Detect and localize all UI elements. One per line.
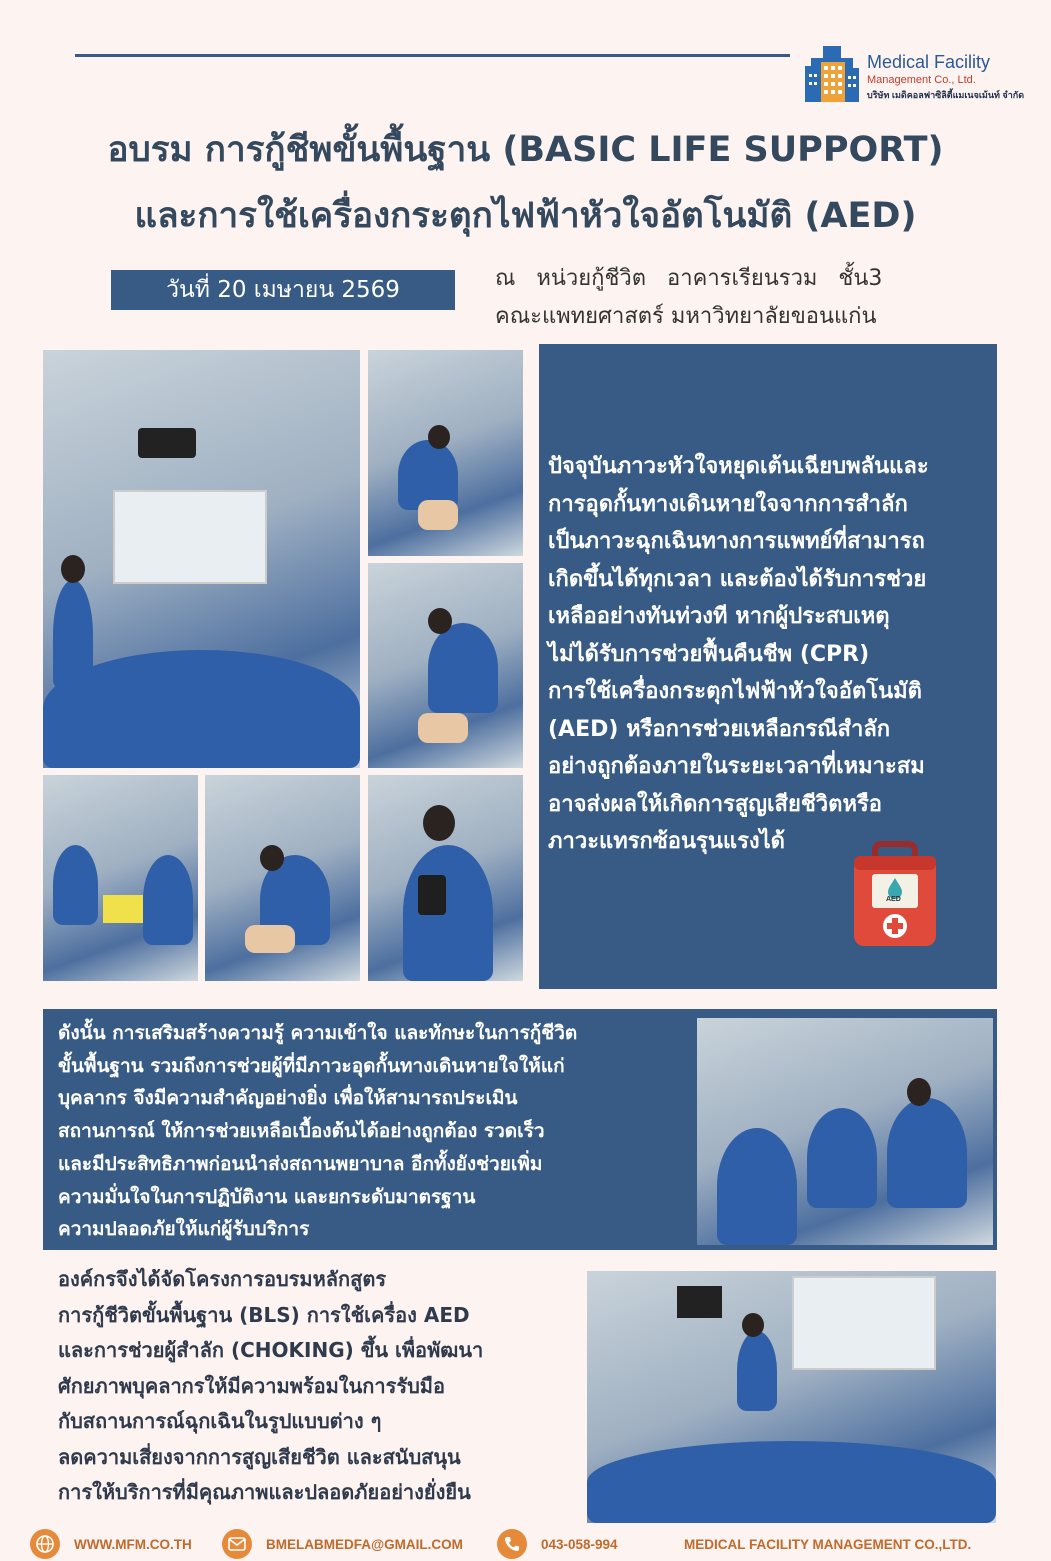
mail-icon	[222, 1529, 252, 1559]
program-line: ศักยภาพบุคลากรให้มีความพร้อมในการรับมือ	[58, 1373, 445, 1398]
footer-phone-text[interactable]: 043-058-994	[541, 1536, 618, 1552]
photo-cpr-practice-2	[368, 563, 523, 768]
importance-line: ความมั่นใจในการปฏิบัติงาน และยกระดับมาตรฐาน	[58, 1185, 476, 1208]
footer-website-text[interactable]: WWW.MFM.CO.TH	[74, 1536, 192, 1552]
program-line: การกู้ชีวิตขั้นพื้นฐาน (BLS) การใช้เครื่อง AED	[58, 1302, 470, 1327]
program-line: กับสถานการณ์ฉุกเฉินในรูปแบบต่าง ๆ	[58, 1409, 382, 1433]
importance-line: และมีประสิทธิภาพก่อนนำส่งสถานพยาบาล อีกทั้งยังช่วยเพิ่ม	[58, 1152, 543, 1175]
phone-icon	[497, 1529, 527, 1559]
program-line: องค์กรจึงได้จัดโครงการอบรมหลักสูตร	[58, 1267, 387, 1291]
logo-name: Medical Facility	[867, 52, 991, 72]
logo-name-2: Management Co., Ltd.	[867, 74, 976, 86]
building-logo-icon	[805, 46, 860, 102]
importance-panel	[43, 1009, 997, 1250]
intro-line: เป็นภาวะฉุกเฉินทางการแพทย์ที่สามารถ	[548, 529, 925, 554]
photo-group-practice	[43, 775, 198, 981]
logo-thai-name: บริษัท เมดิคอลฟาซิลิตี้แมเนจเม้นท์ จำกัด	[867, 90, 1025, 100]
intro-line: ไม่ได้รับการช่วยฟื้นคืนชีพ (CPR)	[548, 641, 870, 667]
company-logo	[805, 46, 1025, 106]
intro-paragraph	[548, 448, 929, 861]
date-badge: วันที่ 20 เมษายน 2569	[111, 270, 455, 310]
program-paragraph	[58, 1262, 483, 1511]
aed-kit-icon	[850, 840, 940, 950]
globe-icon	[30, 1529, 60, 1559]
footer-phone[interactable]	[497, 1527, 618, 1561]
intro-line: การอุดกั้นทางเดินหายใจจากการสำลัก	[548, 491, 908, 517]
footer-website[interactable]	[30, 1527, 192, 1561]
page-title-line2: และการใช้เครื่องกระตุกไฟฟ้าหัวใจอัตโนมัติ (AED)	[134, 196, 917, 236]
importance-line: สถานการณ์ ให้การช่วยเหลือเบื้องต้นได้อย่างถูกต้อง รวดเร็ว	[58, 1120, 545, 1143]
photo-trainee-with-aed	[368, 775, 523, 981]
aed-kit-label: AED	[886, 896, 901, 903]
program-line: การให้บริการที่มีคุณภาพและปลอดภัยอย่างยั่งยืน	[58, 1480, 471, 1504]
intro-line: (AED) หรือการช่วยเหลือกรณีสำลัก	[548, 716, 891, 742]
program-line: และการช่วยผู้สำลัก (CHOKING) ขึ้น เพื่อพัฒนา	[58, 1338, 484, 1362]
photo-cpr-practice-1	[368, 350, 523, 556]
location-line1: ณ หน่วยกู้ชีวิต อาคารเรียนรวม ชั้น3	[495, 266, 883, 291]
photo-cpr-practice-3	[205, 775, 360, 981]
intro-line: เหลืออย่างทันท่วงที หากผู้ประสบเหตุ	[548, 604, 890, 629]
header-rule	[75, 54, 790, 57]
importance-line: ขั้นพื้นฐาน รวมถึงการช่วยผู้ที่มีภาวะอุดกั้นทางเดินหายใจให้แก่	[58, 1054, 565, 1077]
program-line: ลดความเสี่ยงจากการสูญเสียชีวิต และสนับสนุน	[58, 1444, 461, 1469]
importance-paragraph	[58, 1017, 577, 1246]
footer-company-text: MEDICAL FACILITY MANAGEMENT CO.,LTD.	[684, 1536, 972, 1552]
importance-line: ความปลอดภัยให้แก่ผู้รับบริการ	[58, 1218, 310, 1241]
intro-panel	[539, 344, 997, 989]
footer-email-text[interactable]: BMELABMEDFA@GMAIL.COM	[266, 1536, 463, 1552]
intro-line: เกิดขึ้นได้ทุกเวลา และต้องได้รับการช่วย	[548, 566, 927, 592]
intro-line: ภาวะแทรกซ้อนรุนแรงได้	[548, 829, 785, 854]
intro-line: การใช้เครื่องกระตุกไฟฟ้าหัวใจอัตโนมัติ	[548, 679, 922, 704]
page-title-line1: อบรม การกู้ชีพขั้นพื้นฐาน (BASIC LIFE SUPPORT)	[107, 130, 944, 170]
footer-company	[670, 1527, 971, 1561]
intro-line: อาจส่งผลให้เกิดการสูญเสียชีวิตหรือ	[548, 791, 882, 817]
importance-line: ดังนั้น การเสริมสร้างความรู้ ความเข้าใจ และทักษะในการกู้ชีวิต	[58, 1022, 578, 1044]
location-line2: คณะแพทยศาสตร์ มหาวิทยาลัยขอนแก่น	[495, 304, 877, 329]
intro-line: อย่างถูกต้องภายในระยะเวลาที่เหมาะสม	[548, 754, 925, 779]
photo-lecture-room	[587, 1271, 996, 1523]
intro-line: ปัจจุบันภาวะหัวใจหยุดเต้นเฉียบพลันและ	[548, 454, 929, 479]
photo-classroom-lecture	[43, 350, 360, 768]
footer-email[interactable]	[222, 1527, 463, 1561]
photo-group-cpr-session	[697, 1018, 993, 1245]
importance-line: บุคลากร จึงมีความสำคัญอย่างยิ่ง เพื่อให้สามารถประเมิน	[58, 1087, 518, 1110]
